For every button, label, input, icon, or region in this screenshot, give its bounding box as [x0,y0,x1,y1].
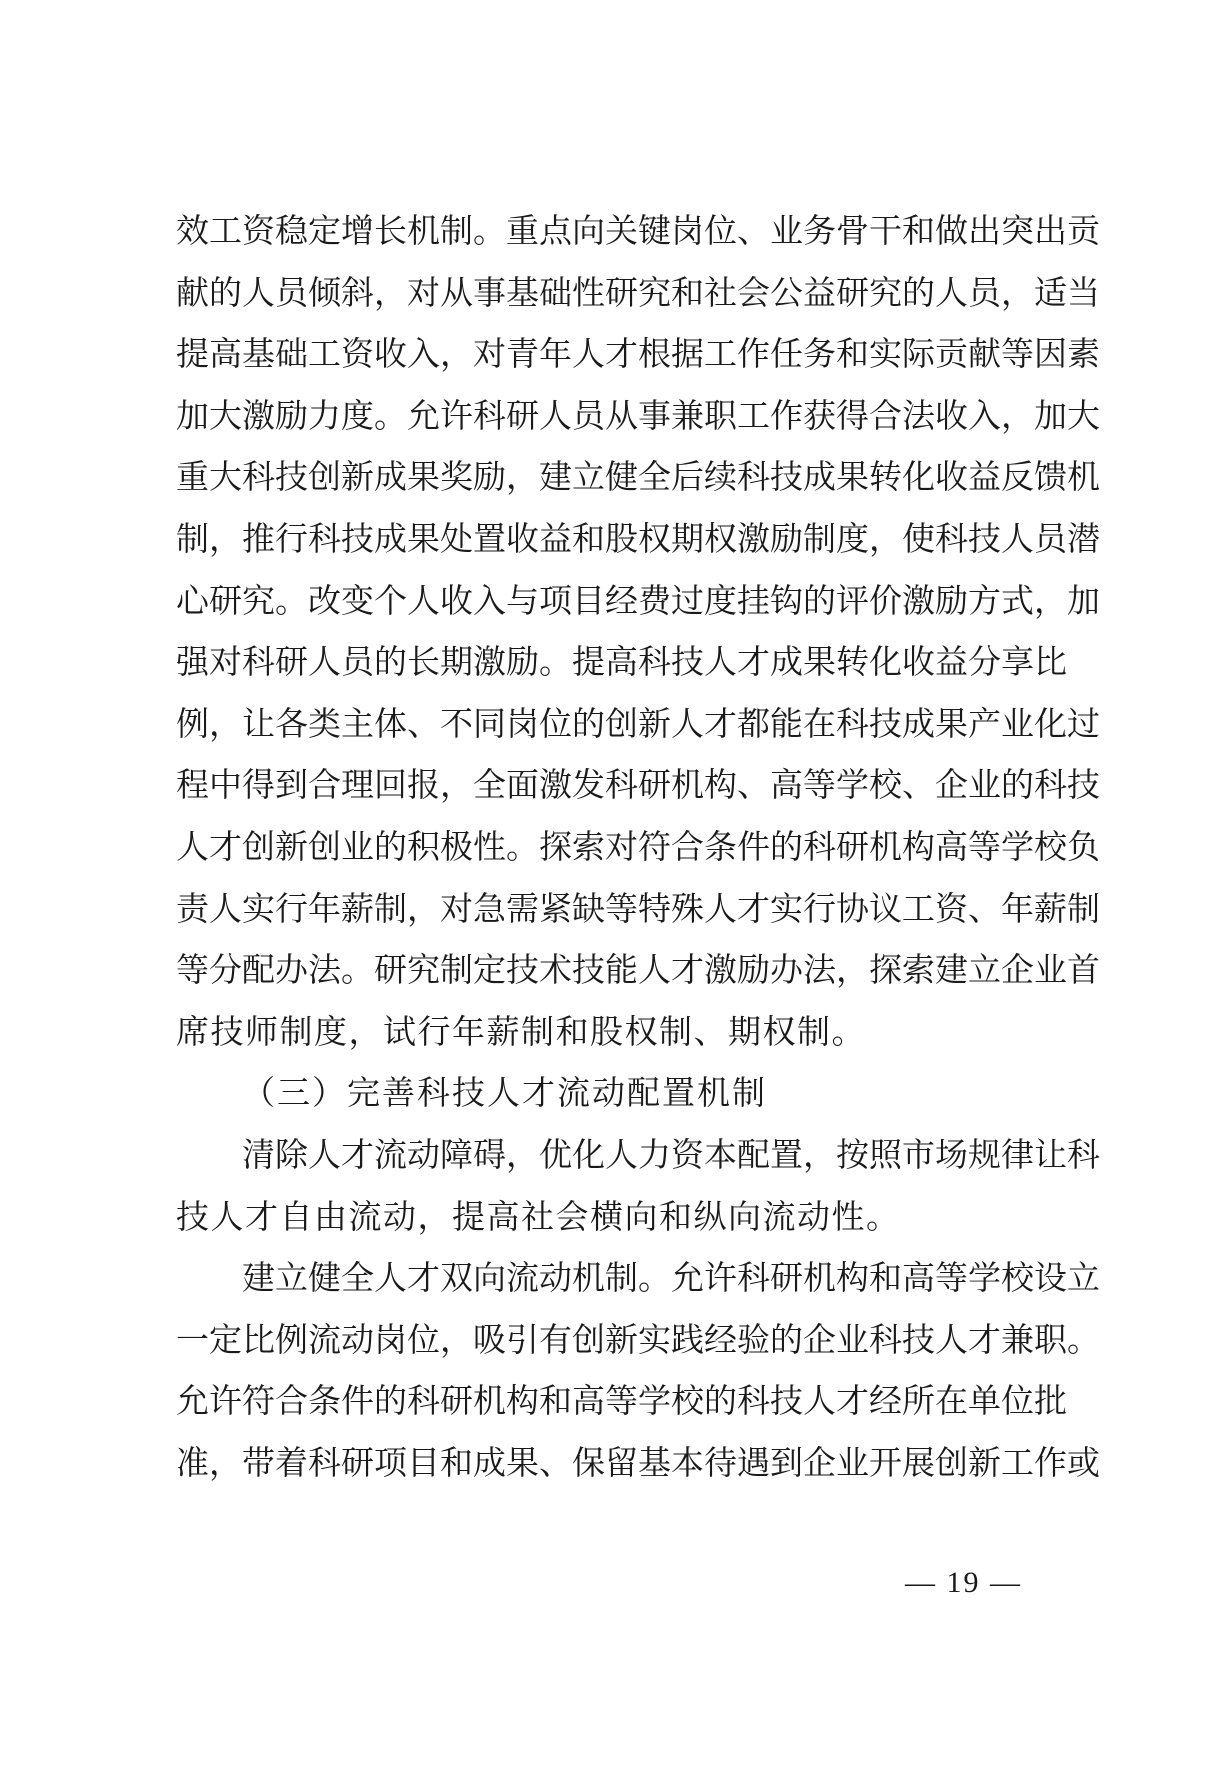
text-line: 人才创新创业的积极性。探索对符合条件的科研机构高等学校负 [176,826,1100,866]
section-heading: （三）完善科技人才流动配置机制 [242,1073,767,1113]
text-line: 强对科研人员的长期激励。提高科技人才成果转化收益分享比 [176,642,1067,682]
page-number: — 19 — [905,1566,1022,1599]
text-line: 效工资稳定增长机制。重点向关键岗位、业务骨干和做出突出贡 [176,211,1100,250]
text-line: 准，带着科研项目和成果、保留基本待遇到企业开展创新工作或 [176,1442,1100,1482]
text-line: 重大科技创新成果奖励，建立健全后续科技成果转化收益反馈机 [176,457,1100,497]
text-line: 加大激励力度。允许科研人员从事兼职工作获得合法收入，加大 [176,395,1100,435]
text-line: 程中得到合理回报，全面激发科研机构、高等学校、企业的科技 [176,765,1100,805]
text-line: 制，推行科技成果处置收益和股权期权激励制度，使科技人员潜 [176,518,1100,558]
text-line: 责人实行年薪制，对急需紧缺等特殊人才实行协议工资、年薪制 [176,888,1100,928]
text-line: 提高基础工资收入，对青年人才根据工作任务和实际贡献等因素 [176,334,1100,374]
text-line: 心研究。改变个人收入与项目经费过度挂钩的评价激励方式，加 [176,580,1100,620]
text-line: 一定比例流动岗位，吸引有创新实践经验的企业科技人才兼职。 [176,1319,1100,1359]
text-line: 允许符合条件的科研机构和高等学校的科技人才经所在单位批 [176,1381,1067,1421]
text-line: 等分配办法。研究制定技术技能人才激励办法，探索建立企业首 [176,950,1100,990]
text-line: 席技师制度，试行年薪制和股权制、期权制。 [176,1011,866,1051]
text-line: 例，让各类主体、不同岗位的创新人才都能在科技成果产业化过 [176,703,1100,743]
text-line: 献的人员倾斜，对从事基础性研究和社会公益研究的人员，适当 [176,272,1100,312]
text-line: 技人才自由流动，提高社会横向和纵向流动性。 [176,1196,901,1236]
body-text [176,200,1100,1493]
text-line: 建立健全人才双向流动机制。允许科研机构和高等学校设立 [242,1258,1100,1298]
text-line: 清除人才流动障碍，优化人力资本配置，按照市场规律让科 [242,1134,1100,1174]
